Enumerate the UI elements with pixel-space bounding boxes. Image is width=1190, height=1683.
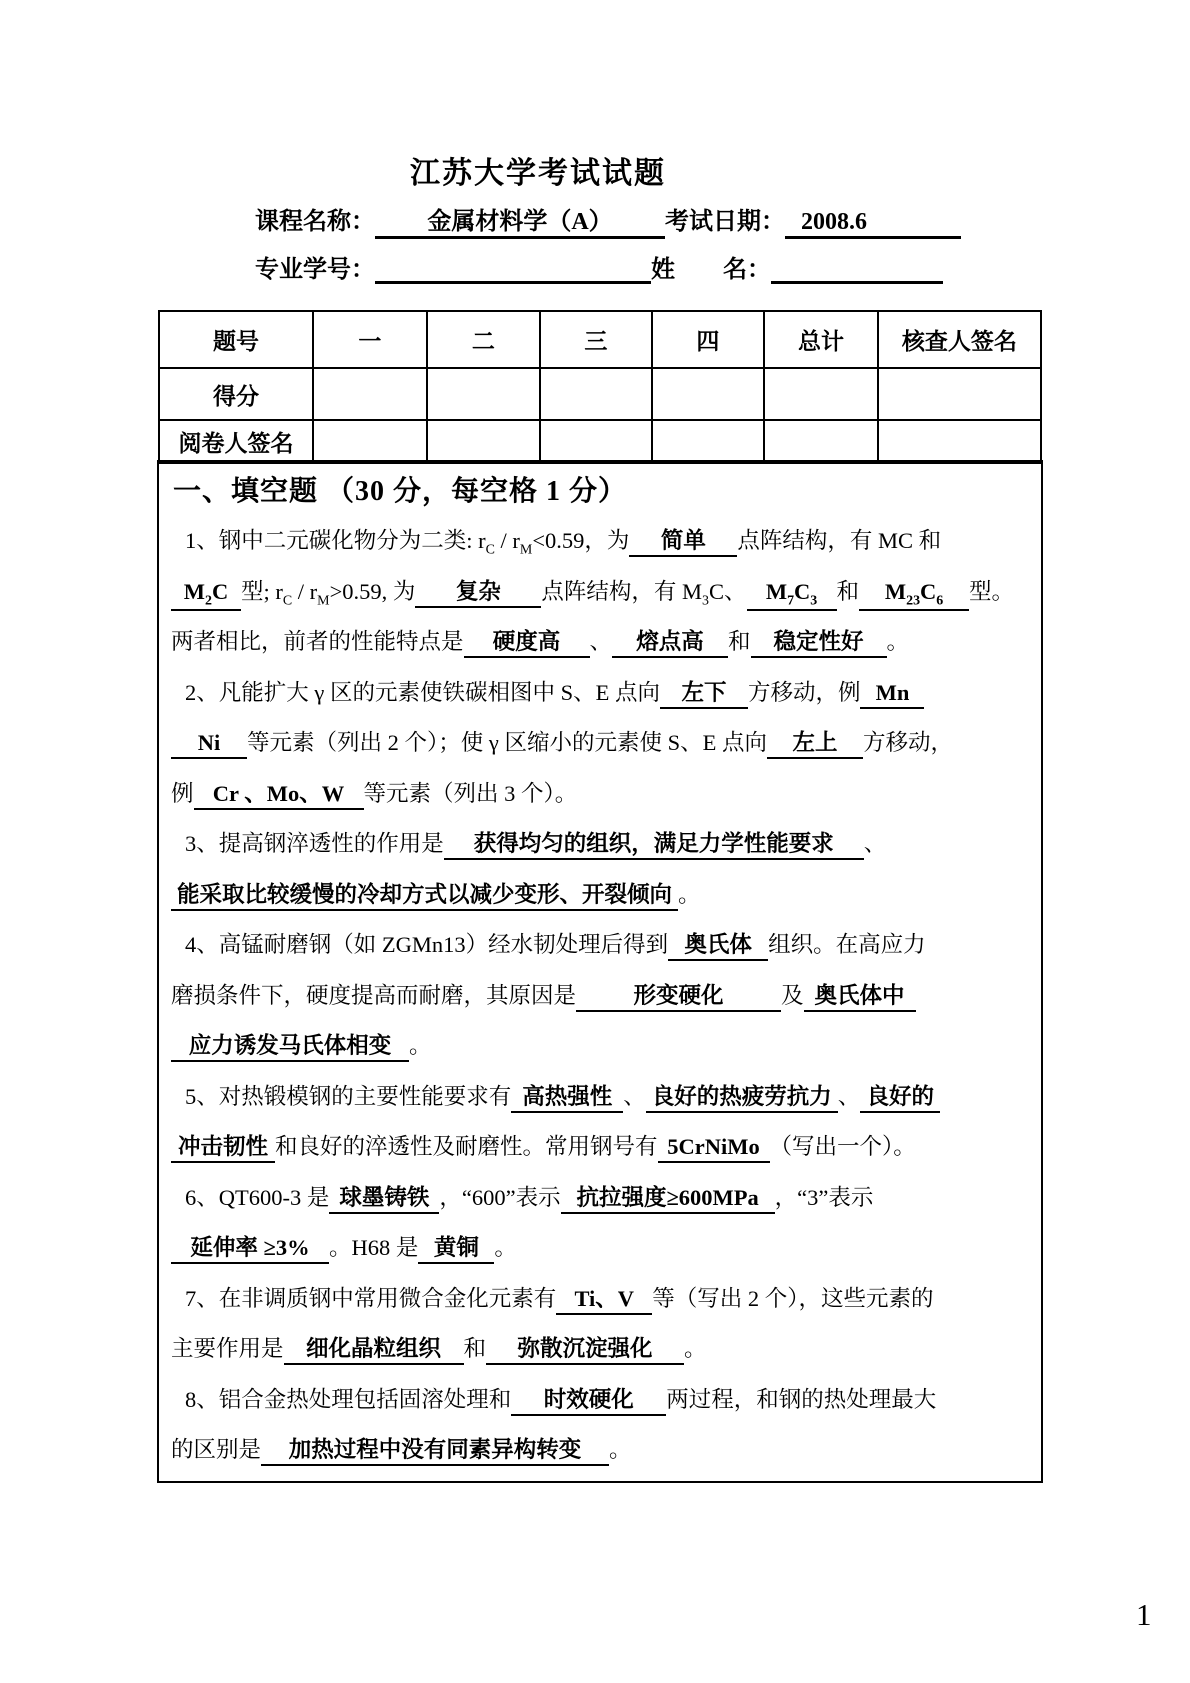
subscript: M <box>519 542 533 558</box>
score-table-row <box>159 311 1041 368</box>
question-line <box>171 870 1029 921</box>
question-line <box>171 1021 1029 1072</box>
answer-blank <box>464 628 590 658</box>
question-text: 1、钢中二元碳化物分为二类: r <box>185 528 486 553</box>
question-text: M <box>183 578 206 604</box>
question-text: 5CrNiMo <box>667 1134 760 1159</box>
score-table-cell <box>427 368 541 420</box>
question-text: 稳定性好 <box>773 629 864 654</box>
question-text: Ti、V <box>574 1285 635 1311</box>
question-text: / r <box>292 578 318 604</box>
subscript: M <box>317 593 330 608</box>
question-text: 、 <box>837 1083 861 1109</box>
answer-blank <box>767 729 863 759</box>
score-table-body <box>159 311 1041 463</box>
answer-blank <box>444 830 864 860</box>
answer-blank <box>556 1285 652 1315</box>
question-text: 高热强性 <box>522 1083 613 1109</box>
score-table-cell <box>764 368 878 420</box>
question-text: M <box>765 578 788 604</box>
score-table-header-cell: 题号 <box>159 311 313 368</box>
answer-blank <box>629 527 737 557</box>
question-text: 左下 <box>681 679 727 705</box>
answer-blank <box>486 1335 684 1365</box>
answer-blank <box>576 982 781 1012</box>
question-text: Ni <box>197 730 221 755</box>
answer-blank <box>646 1083 838 1113</box>
answer-blank <box>511 1386 666 1416</box>
subscript: 3 <box>810 593 818 608</box>
question-text: 黄铜 <box>433 1235 479 1260</box>
question-line <box>171 718 1029 769</box>
question-line <box>171 1122 1029 1173</box>
question-text: 。 <box>409 1033 432 1058</box>
question-text: 能采取比较缓慢的冷却方式以减少变形、开裂倾向 <box>177 881 673 907</box>
question-text: 的区别是 <box>171 1437 262 1462</box>
question-text: C、 <box>709 578 747 604</box>
section-1-box <box>157 460 1043 1483</box>
question-text: / r <box>494 528 520 553</box>
question-text: 良好的热疲劳抗力 <box>651 1083 832 1109</box>
question-text: 获得均匀的组织，满足力学性能要求 <box>473 831 834 856</box>
question-line <box>171 1324 1029 1375</box>
answer-blank <box>171 578 241 612</box>
question-text: 熔点高 <box>636 629 704 654</box>
question-text: 时效硬化 <box>543 1386 634 1412</box>
subscript: 23 <box>906 593 921 608</box>
question-text: 2、凡能扩大 γ 区的元素使铁碳相图中 S、E 点向 <box>185 679 660 705</box>
question-text: 6、QT600-3 是 <box>185 1184 330 1210</box>
question-text: 。 <box>886 629 910 654</box>
question-line <box>171 971 1029 1022</box>
score-table-cell <box>878 368 1041 420</box>
question-text: 细化晶粒组织 <box>306 1336 442 1361</box>
score-table-header-cell: 阅卷人签名 <box>159 420 313 463</box>
student-id-label: 专业学号： <box>255 257 375 283</box>
question-line <box>171 1223 1029 1274</box>
question-text: 两过程，和钢的热处理最大 <box>666 1386 937 1412</box>
question-text: 良好的 <box>866 1083 935 1109</box>
question-text: 等（写出 2 个），这些元素的 <box>652 1285 934 1311</box>
question-text: 5、对热锻模钢的主要性能要求有 <box>185 1083 512 1109</box>
page-title: 江苏大学考试试题 <box>410 157 666 190</box>
name-blank <box>771 254 943 284</box>
course-date-line <box>255 201 961 239</box>
question-text: 。 <box>494 1235 517 1260</box>
score-table-cell <box>652 368 765 420</box>
answer-blank <box>418 1234 494 1264</box>
question-line <box>171 920 1029 971</box>
question-text: 型; r <box>241 578 283 604</box>
answer-blank <box>658 1133 770 1163</box>
question-text: 点阵结构，有 MC 和 <box>737 528 942 553</box>
score-table-row <box>159 368 1041 420</box>
question-text: （写出一个）。 <box>769 1134 916 1159</box>
question-text: 应力诱发马氏体相变 <box>188 1033 392 1058</box>
answer-blank <box>261 1436 609 1466</box>
question-text: 冲击韧性 <box>177 1134 268 1159</box>
question-text: 3、提高钢淬透性的作用是 <box>185 831 444 856</box>
answer-blank <box>747 578 837 612</box>
subscript: 7 <box>787 593 795 608</box>
score-table-cell <box>652 420 765 463</box>
question-text: 方移动， <box>862 730 953 755</box>
score-table-header-cell: 核查人签名 <box>878 311 1041 368</box>
score-table-header-cell: 四 <box>652 311 765 368</box>
answer-blank <box>415 578 541 608</box>
question-text: 和 <box>463 1336 487 1361</box>
question-line <box>171 516 1029 567</box>
answer-blank <box>284 1335 464 1365</box>
question-text: 延伸率 ≥3% <box>190 1235 310 1260</box>
question-text: 型。 <box>969 578 1015 604</box>
answer-blank <box>860 1083 940 1113</box>
answer-blank <box>194 780 364 810</box>
answer-blank <box>329 1184 439 1214</box>
question-text: 主要作用是 <box>171 1336 284 1361</box>
score-table-cell <box>313 420 427 463</box>
score-table-row <box>159 420 1041 463</box>
question-text: 硬度高 <box>492 629 561 654</box>
answer-blank <box>751 628 887 658</box>
question-text: 4、高锰耐磨钢（如 ZGMn13）经水韧处理后得到 <box>185 932 669 957</box>
question-text: 和 <box>836 578 860 604</box>
answer-blank <box>804 982 916 1012</box>
question-text: 方移动，例 <box>747 679 861 705</box>
question-text: Cr 、Mo、W <box>212 780 345 806</box>
answer-blank <box>171 1032 409 1062</box>
question-text: 、 <box>623 1083 646 1109</box>
question-text: C <box>211 578 229 604</box>
answer-blank <box>668 931 768 961</box>
subscript: C <box>485 542 495 558</box>
question-text: 弥散沉淀强化 <box>517 1336 653 1361</box>
question-text: 8、铝合金热处理包括固溶处理和 <box>185 1386 512 1412</box>
question-text: 磨损条件下，硬度提高而耐磨，其原因是 <box>171 982 577 1008</box>
question-text: ，“3”表示 <box>774 1184 874 1210</box>
score-table-cell <box>764 420 878 463</box>
score-table-cell <box>313 368 427 420</box>
question-text: 。H68 是 <box>329 1235 419 1260</box>
score-table-cell <box>540 420 652 463</box>
question-text: 及 <box>781 982 804 1008</box>
course-value: 金属材料学（A） <box>375 201 665 239</box>
question-text: ，“600”表示 <box>439 1184 561 1210</box>
question-text: 奥氏体中 <box>814 982 905 1008</box>
answer-blank <box>860 679 924 709</box>
score-table-header-cell: 总计 <box>764 311 878 368</box>
question-line <box>171 567 1029 618</box>
answer-blank <box>171 1234 329 1264</box>
question-line <box>171 1274 1029 1325</box>
section-title: 一、填空题 （30 分，每空格 1 分） <box>173 476 628 507</box>
question-text: 简单 <box>660 528 706 553</box>
score-table-cell <box>878 420 1041 463</box>
question-line <box>171 1173 1029 1224</box>
exam-date-value: 2008.6 <box>785 209 961 239</box>
question-text: 例 <box>171 780 194 806</box>
answer-blank <box>612 628 728 658</box>
subscript: C <box>282 593 293 608</box>
course-label: 课程名称： <box>255 209 375 235</box>
student-name-line <box>255 249 943 284</box>
question-line <box>171 769 1029 820</box>
score-table-cell <box>540 368 652 420</box>
answer-blank <box>660 679 748 709</box>
question-text: C <box>920 578 937 604</box>
subscript: 2 <box>205 593 212 608</box>
name-label: 姓 名： <box>651 257 771 283</box>
question-text: 形变硬化 <box>633 982 724 1008</box>
question-text: 、 <box>589 629 613 654</box>
question-text: 组织。在高应力 <box>768 932 926 957</box>
question-text: 、 <box>863 831 887 856</box>
score-table <box>158 310 1042 464</box>
subscript: 6 <box>936 593 944 608</box>
question-text: M <box>884 578 907 604</box>
score-table-header-cell: 三 <box>540 311 652 368</box>
question-text: 7、在非调质钢中常用微合金化元素有 <box>185 1285 557 1311</box>
question-line <box>171 1375 1029 1426</box>
question-text: 加热过程中没有同素异构转变 <box>288 1437 582 1462</box>
score-table-header-cell: 得分 <box>159 368 313 420</box>
answer-blank <box>561 1184 775 1214</box>
answer-blank <box>511 1083 623 1113</box>
question-text: <0.59，为 <box>532 528 630 553</box>
question-text: 等元素（列出 2 个）；使 γ 区缩小的元素使 S、E 点向 <box>247 730 767 755</box>
question-text: 抗拉强度≥600MPa <box>576 1184 759 1210</box>
question-text: Mn <box>875 679 910 705</box>
question-text: 。 <box>684 1336 707 1361</box>
question-line <box>171 819 1029 870</box>
answer-blank <box>171 1133 275 1163</box>
question-line <box>171 1425 1029 1476</box>
score-table-cell <box>427 420 541 463</box>
exam-date-label: 考试日期： <box>665 209 785 235</box>
question-line <box>171 668 1029 719</box>
question-text: 奥氏体 <box>684 932 752 957</box>
question-text: 和良好的淬透性及耐磨性。常用钢号有 <box>275 1134 658 1159</box>
answer-blank <box>171 881 678 911</box>
question-text: 。 <box>609 1437 632 1462</box>
question-text: >0.59, 为 <box>329 578 416 604</box>
question-text: 两者相比，前者的性能特点是 <box>171 629 464 654</box>
answer-blank <box>859 578 969 612</box>
question-text: 和 <box>728 629 751 654</box>
answer-blank <box>171 729 247 759</box>
subscript: 3 <box>702 593 710 608</box>
question-text: 复杂 <box>455 578 501 604</box>
page-number: 1 <box>1136 1597 1152 1632</box>
question-text: 球墨铸铁 <box>339 1184 430 1210</box>
student-id-blank <box>375 254 651 284</box>
question-text: 等元素（列出 3 个）。 <box>363 780 578 806</box>
score-table-header-cell: 一 <box>313 311 427 368</box>
score-table-header-cell: 二 <box>427 311 541 368</box>
question-text: C <box>794 578 811 604</box>
question-text: 左上 <box>792 730 838 755</box>
question-line <box>171 617 1029 668</box>
questions <box>171 516 1029 1476</box>
question-line <box>171 1072 1029 1123</box>
question-text: 。 <box>678 881 701 907</box>
question-text: 点阵结构，有 M <box>541 578 703 604</box>
